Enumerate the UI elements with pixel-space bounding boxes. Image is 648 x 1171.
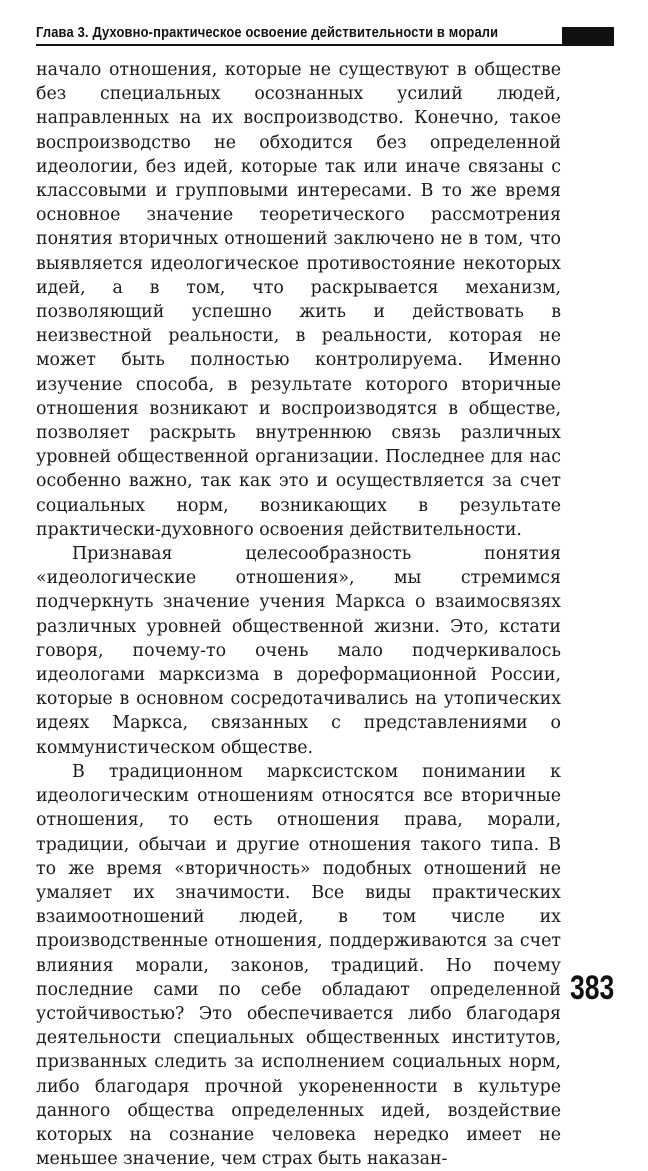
paragraph-2: Признавая целесообразность понятия «идеологические отношения», мы стремимся подчеркнуть значение учения Маркса о взаимосвязях различных уровней общественной жизни. Это, кстати говоря, почему-то очень мало подчеркивалось идеологами марксизма в дореформационной России, которые в основном сосредотачивались на утопических идеях Маркса, связанных с представлениями о коммунистическом обществе. [36,544,561,758]
header-rule [36,44,614,46]
chapter-title: Глава 3. Духовно-практическое освоение действительности в морали [36,24,499,41]
page-number: 383 [570,969,615,1007]
paragraph-1: начало отношения, которые не существуют в обществе без специальных осознанных усилий людей, направленных на их воспроизводство. Конечно, такое воспроизводство не обходится без определенной идеологии, без идей, которые так или иначе связаны с классовыми и групповыми интересами. В то же время основное значение теоретического рассмотрения понятия вторичных отношений заключено не в том, что выявляется идеологическое противостояние некоторых идей, а в том, что раскрывается механизм, позволяющий успешно жить и действовать в неизвестной реальности, в реальности, которая не может быть полностью контролируема. Именно изучение способа, в результате которого вторичные отношения возникают и воспроизводятся в обществе, позволяет раскрыть внутреннюю связь различных уровней общественной организации. Последнее для нас особенно важно, так как это и осуществляется за счет социальных норм, возникающих в результате практически-духовного освоения действительности. [36,60,561,540]
main-text [36,58,561,1171]
paragraph-3: В традиционном марксистском понимании к идеологическим отношениям относятся все вторичные отношения, то есть отношения права, морали, традиции, обычаи и другие отношения такого типа. В то же время «вторичность» подобных отношений не умаляет их значимости. Все виды практических взаимоотношений людей, в том числе их производственные отношения, поддерживаются за счет влияния морали, законов, традиций. Но почему последние сами по себе обладают определенной устойчивостью? Это обеспечивается либо благодаря деятельности специальных общественных институтов, призванных следить за исполнением социальных норм, либо благодаря прочной укорененности в культуре данного общества определенных идей, воздействие которых на сознание человека нередко имеет не меньшее значение, чем страх быть наказан- [36,761,561,1170]
running-header [36,22,614,46]
